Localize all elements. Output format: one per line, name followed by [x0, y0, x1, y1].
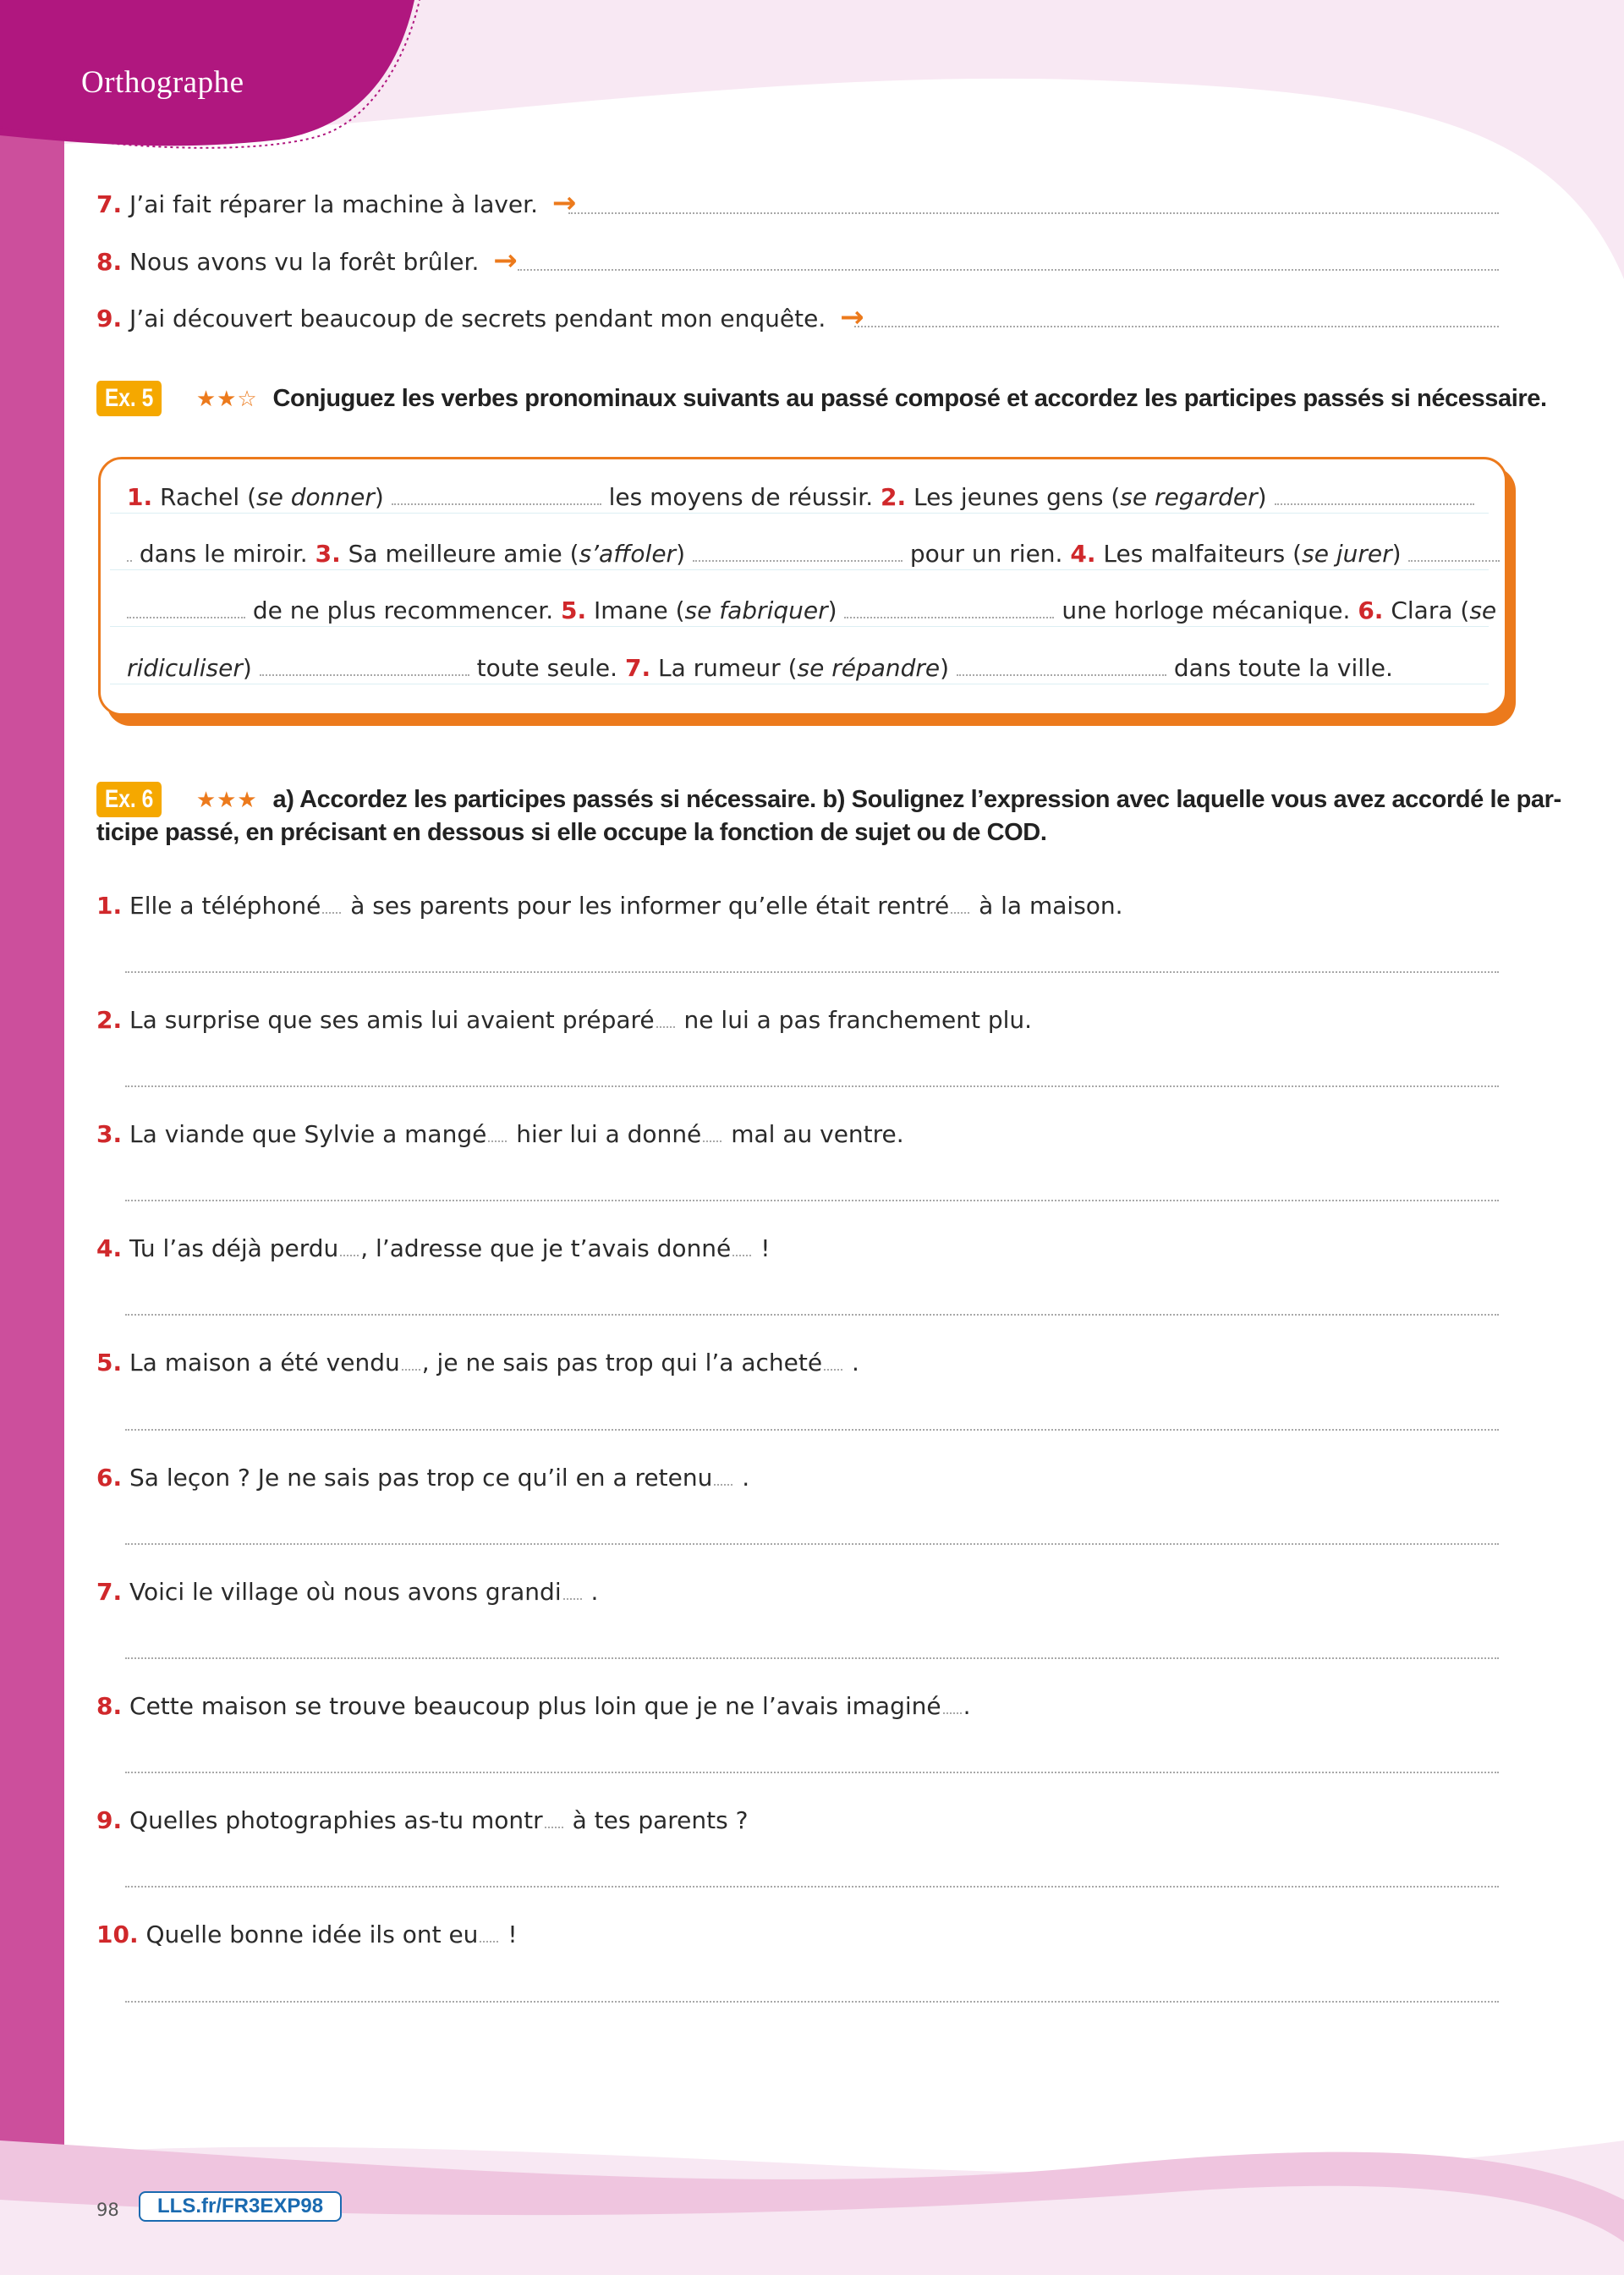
text: Les jeunes gens ( — [914, 483, 1121, 511]
text: ) — [1391, 540, 1402, 568]
item-text: , je ne sais pas trop qui l’a acheté — [421, 1349, 823, 1377]
item-number: 9. — [96, 305, 123, 332]
exercise-badge: Ex. 5 — [96, 381, 162, 416]
ex6-item-8 — [96, 1690, 971, 1723]
verb-infinitive: s’affoler — [579, 540, 677, 568]
answer-line[interactable] — [125, 1772, 1499, 1773]
item-text: J’ai découvert beaucoup de secrets pendant mon enquête. — [129, 305, 826, 332]
verb-infinitive: se jurer — [1302, 540, 1392, 568]
item-text: Quelles photographies as-tu montr — [129, 1806, 543, 1834]
ex5-line-3 — [127, 594, 1496, 628]
text: ) — [940, 654, 950, 682]
item-text: mal au ventre. — [731, 1120, 904, 1148]
item-text: Tu l’as déjà perdu — [129, 1234, 339, 1262]
item-number: 7. — [624, 654, 651, 682]
text: toute seule. — [476, 654, 618, 682]
item-number: 5. — [96, 1349, 123, 1377]
ex6-item-7 — [96, 1575, 598, 1609]
item-number: 6. — [1358, 596, 1384, 624]
item-text: , l’adresse que je t’avais donné — [360, 1234, 732, 1262]
text: La rumeur ( — [658, 654, 798, 682]
item-number: 4. — [96, 1234, 123, 1262]
answer-field[interactable] — [402, 1369, 420, 1371]
item-text: hier lui a donné — [516, 1120, 702, 1148]
answer-field[interactable] — [340, 1255, 359, 1256]
arrow-right-icon: → — [551, 186, 577, 220]
ex6-item-3 — [96, 1118, 904, 1151]
answer-field[interactable] — [656, 1026, 675, 1028]
item-number: 2. — [881, 483, 907, 511]
answer-field[interactable] — [518, 269, 1499, 271]
item-text: ne lui a pas franchement plu. — [683, 1006, 1033, 1034]
item-text: Quelle bonne idée ils ont eu — [145, 1921, 479, 1948]
answer-field[interactable] — [260, 674, 469, 676]
item-text: La maison a été vendu — [129, 1349, 400, 1377]
answer-field[interactable] — [1275, 503, 1474, 505]
item-number: 2. — [96, 1006, 123, 1034]
item-text: Cette maison se trouve beaucoup plus loin que je ne l’avais imaginé — [129, 1692, 941, 1720]
answer-line[interactable] — [125, 1429, 1499, 1431]
answer-field[interactable] — [714, 1484, 732, 1486]
ex4-item-9 — [96, 300, 864, 336]
answer-field[interactable] — [488, 1140, 507, 1142]
ex6-item-4 — [96, 1232, 770, 1266]
text: Sa meilleure amie ( — [348, 540, 579, 568]
item-number: 5. — [561, 596, 587, 624]
ex6-item-9 — [96, 1804, 748, 1838]
text: pour un rien. — [909, 540, 1063, 568]
answer-line[interactable] — [125, 2001, 1499, 2003]
page-number: 98 — [96, 2200, 119, 2220]
verb-infinitive: se fabriquer — [684, 596, 828, 624]
arrow-right-icon: → — [840, 300, 864, 334]
answer-field[interactable] — [563, 1598, 582, 1600]
answer-field[interactable] — [127, 560, 132, 562]
text: une horloge mécanique. — [1062, 596, 1351, 624]
verb-infinitive: se répandre — [797, 654, 941, 682]
answer-line[interactable] — [125, 1085, 1499, 1087]
ex5-line-4 — [127, 651, 1393, 685]
text: ) — [1257, 483, 1267, 511]
answer-field[interactable] — [951, 912, 969, 914]
answer-field[interactable] — [568, 212, 1499, 214]
text: Imane ( — [594, 596, 685, 624]
answer-line[interactable] — [125, 1657, 1499, 1659]
answer-field[interactable] — [824, 1369, 842, 1371]
resource-link[interactable]: LLS.fr/FR3EXP98 — [139, 2191, 342, 2222]
item-number: 9. — [96, 1806, 123, 1834]
exercise-badge: Ex. 6 — [96, 782, 162, 817]
answer-field[interactable] — [693, 560, 903, 562]
answer-line[interactable] — [125, 1543, 1499, 1545]
answer-field[interactable] — [732, 1255, 751, 1256]
text: Rachel ( — [160, 483, 256, 511]
verb-infinitive: se donner — [256, 483, 375, 511]
answer-field[interactable] — [1408, 560, 1500, 562]
difficulty-stars-icon: ★★★ — [195, 788, 258, 813]
item-number: 1. — [96, 892, 123, 920]
item-text: à tes parents ? — [572, 1806, 749, 1834]
answer-field[interactable] — [480, 1941, 498, 1943]
answer-line[interactable] — [125, 1314, 1499, 1316]
item-number: 1. — [127, 483, 153, 511]
answer-field[interactable] — [703, 1140, 721, 1142]
text: les moyens de réussir. — [608, 483, 874, 511]
section-title: Orthographe — [81, 65, 244, 100]
item-text: . — [852, 1349, 859, 1377]
item-number: 7. — [96, 190, 123, 218]
item-number: 3. — [96, 1120, 123, 1148]
item-text: La surprise que ses amis lui avaient préparé — [129, 1006, 655, 1034]
item-number: 7. — [96, 1578, 123, 1606]
arrow-right-icon: → — [493, 244, 518, 278]
text: Clara ( — [1391, 596, 1470, 624]
item-text: . — [590, 1578, 599, 1606]
item-text: Elle a téléphoné — [129, 892, 321, 920]
text: de ne plus recommencer. — [252, 596, 554, 624]
text: ) — [242, 654, 252, 682]
ex4-item-7 — [96, 186, 576, 222]
ex6-item-5 — [96, 1346, 859, 1380]
answer-field[interactable] — [127, 617, 245, 618]
item-text: à ses parents pour les informer qu’elle était rentré — [350, 892, 950, 920]
text: ) — [676, 540, 686, 568]
ex6-item-1 — [96, 889, 1123, 923]
answer-line[interactable] — [125, 971, 1499, 973]
answer-field[interactable] — [943, 1712, 962, 1714]
item-text: ! — [760, 1234, 771, 1262]
ex5-line-2 — [127, 537, 1500, 571]
exercise-instruction: Conjuguez les verbes pronominaux suivants au passé composé et accordez les participes passés si nécessaire. — [272, 385, 1547, 412]
item-number: 4. — [1070, 540, 1096, 568]
item-number: 6. — [96, 1464, 123, 1492]
answer-field[interactable] — [545, 1827, 563, 1828]
answer-field[interactable] — [392, 503, 601, 505]
text: Les malfaiteurs ( — [1103, 540, 1303, 568]
item-text: à la maison. — [979, 892, 1123, 920]
item-text: La viande que Sylvie a mangé — [129, 1120, 487, 1148]
answer-field[interactable] — [322, 912, 341, 914]
item-text: Sa leçon ? Je ne sais pas trop ce qu’il en a retenu — [129, 1464, 713, 1492]
ex6-item-2 — [96, 1003, 1032, 1037]
item-number: 3. — [315, 540, 341, 568]
answer-field[interactable] — [844, 617, 1054, 618]
answer-line[interactable] — [125, 1886, 1499, 1888]
answer-field[interactable] — [957, 674, 1166, 676]
item-text: ! — [508, 1921, 518, 1948]
text: dans le miroir. — [139, 540, 308, 568]
item-text: Voici le village où nous avons grandi — [129, 1578, 562, 1606]
verb-infinitive: se regarder — [1120, 483, 1258, 511]
verb-infinitive: se — [1469, 596, 1497, 624]
ex6-item-6 — [96, 1461, 749, 1495]
item-text: . — [963, 1692, 971, 1720]
item-number: 10. — [96, 1921, 139, 1948]
ex6-heading-cont — [96, 816, 1047, 849]
item-number: 8. — [96, 1692, 123, 1720]
exercise-instruction: a) Accordez les participes passés si nécessaire. b) Soulignez l’expression avec laquelle vous avez accordé le par- — [272, 786, 1561, 813]
ex4-item-8 — [96, 244, 518, 279]
ex5-line-1 — [127, 481, 1474, 514]
item-text: . — [742, 1464, 750, 1492]
item-number: 8. — [96, 248, 123, 276]
item-text: J’ai fait réparer la machine à laver. — [129, 190, 538, 218]
answer-field[interactable] — [854, 326, 1499, 327]
verb-infinitive: ridiculiser — [127, 654, 243, 682]
text: ) — [374, 483, 384, 511]
ex6-item-10 — [96, 1918, 518, 1952]
text: dans toute la ville. — [1173, 654, 1393, 682]
ex6-heading — [96, 782, 1561, 817]
answer-line[interactable] — [125, 1200, 1499, 1201]
item-text: Nous avons vu la forêt brûler. — [129, 248, 480, 276]
difficulty-stars-icon: ★★☆ — [195, 387, 258, 412]
text: ) — [827, 596, 837, 624]
exercise-instruction: ticipe passé, en précisant en dessous si elle occupe la fonction de sujet ou de COD. — [96, 819, 1047, 846]
ex5-heading — [96, 381, 1547, 416]
